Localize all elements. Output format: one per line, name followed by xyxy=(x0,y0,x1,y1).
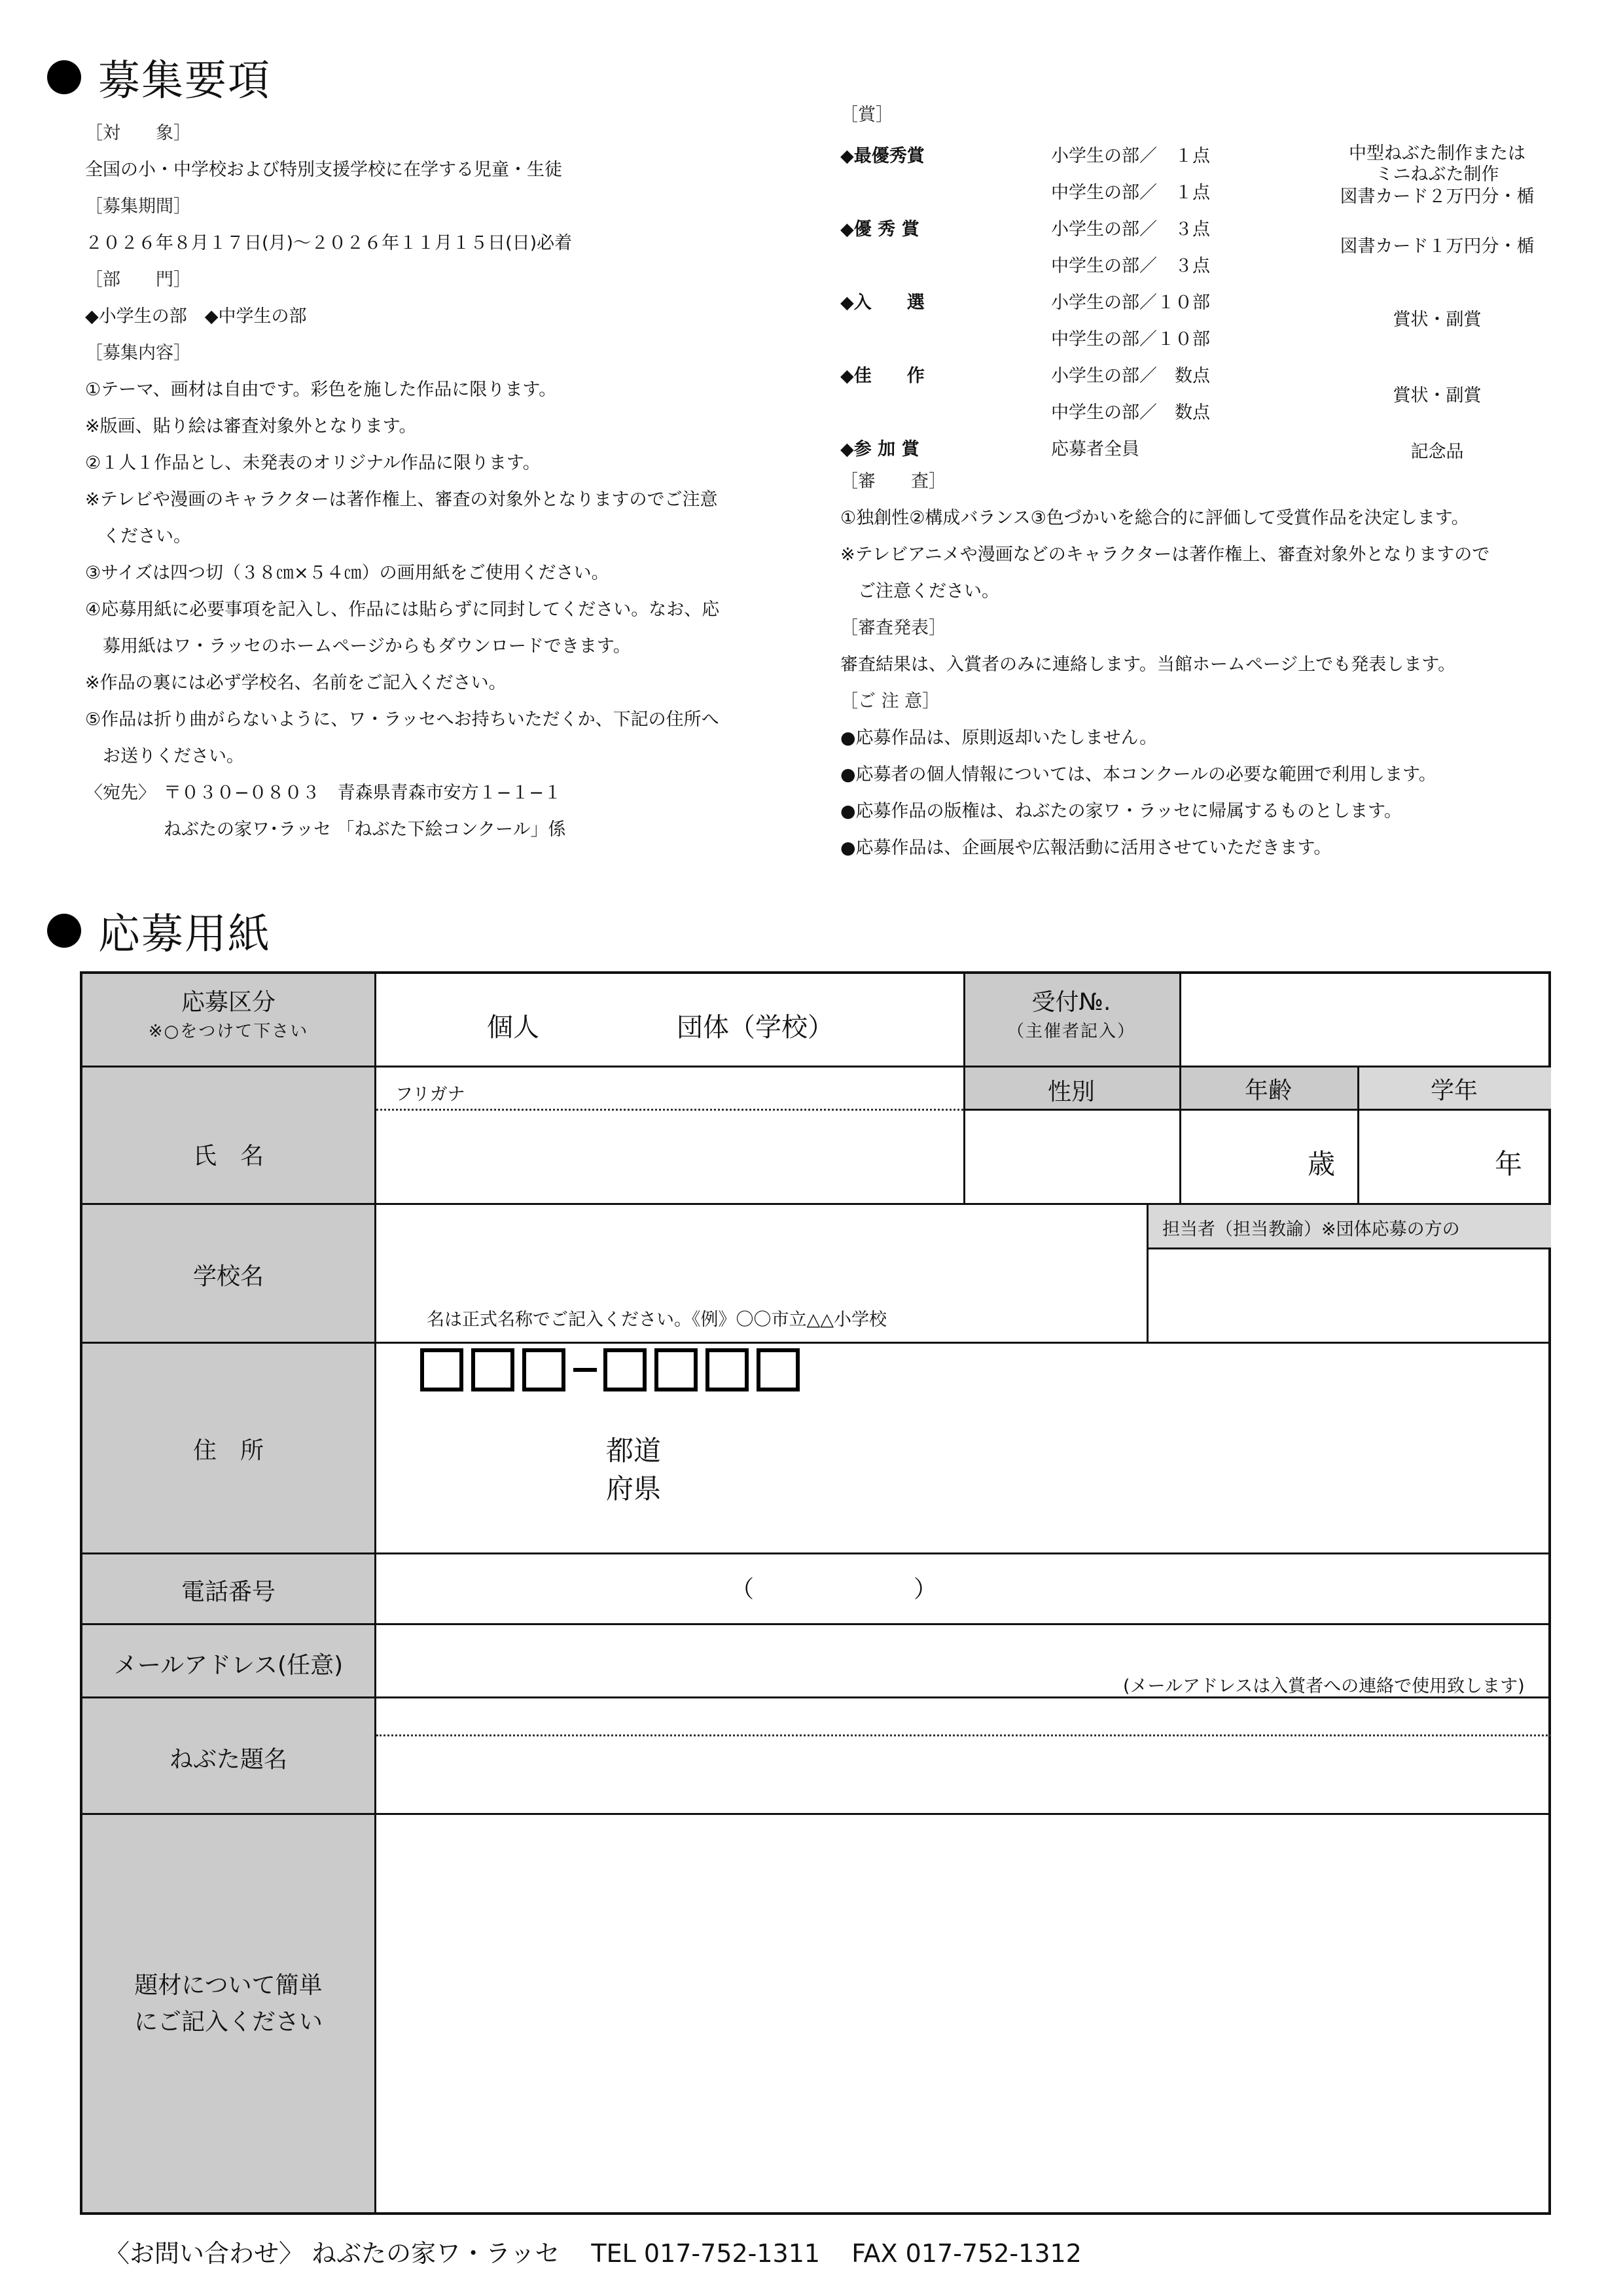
form-heading xyxy=(47,901,271,961)
phone-label: 電話番号 xyxy=(181,1579,276,1605)
award-prize: 賞状・副賞 xyxy=(1393,310,1482,330)
content-line: 募用紙はワ・ラッセのホームページからもダウンロードできます。 xyxy=(85,636,631,656)
judging-line: ①独創性②構成バランス③色づかいを総合的に評価して受賞作品を決定します。 xyxy=(840,508,1469,528)
note-item: ●応募者の個人情報については、本コンクールの必要な範囲で利用します。 xyxy=(840,764,1436,785)
content-line: ⑤作品は折り曲がらないように、ワ・ラッセへお持ちいただくか、下記の住所へ xyxy=(85,709,719,730)
subject-label-line: にご記入ください xyxy=(134,2009,323,2036)
subject-label xyxy=(82,1967,374,2041)
content-line: ③サイズは四つ切（３８㎝×５４㎝）の画用紙をご使用ください。 xyxy=(85,563,609,583)
postal-digit-box[interactable] xyxy=(522,1348,565,1391)
category-tag: ［部 門］ xyxy=(85,270,191,290)
note-item: ●応募作品の版権は、ねぶたの家ワ・ラッセに帰属するものとします。 xyxy=(840,801,1402,821)
award-line: 中学生の部／ １点 xyxy=(1051,183,1210,203)
email-note: (メールアドレスは入賞者への連絡で使用致します) xyxy=(1123,1676,1525,1696)
award-prize-line: 中型ねぶた制作または xyxy=(1349,143,1525,164)
category-label-text: 応募区分 xyxy=(181,989,276,1016)
teacher-label: 担当者（担当教諭）※団体応募の方の xyxy=(1162,1219,1460,1240)
judging-tag: ［審 査］ xyxy=(840,471,946,492)
judging-line: ご注意ください。 xyxy=(840,581,999,601)
receipt-label-text: 受付№. xyxy=(1031,989,1111,1016)
footer-contact xyxy=(105,2233,1105,2269)
age-unit: 歳 xyxy=(1308,1148,1336,1180)
content-line: お送りください。 xyxy=(85,746,244,766)
content-line: ④応募用紙に必要事項を記入し、作品には貼らずに同封してください。なお、応 xyxy=(85,600,720,620)
target-text: 全国の小・中学校および特別支援学校に在学する児童・生徒 xyxy=(85,160,562,180)
bullet-icon xyxy=(47,60,81,94)
judging-line: ※テレビアニメや漫画などのキャラクターは著作権上、審査対象外となりますので xyxy=(840,545,1490,565)
option-group[interactable]: 団体（学校） xyxy=(677,1013,834,1043)
postal-digit-box[interactable] xyxy=(654,1348,698,1391)
option-individual[interactable]: 個人 xyxy=(487,1013,539,1043)
awards-tag: ［賞］ xyxy=(840,105,893,125)
category-sub: ※○をつけて下さい xyxy=(148,1022,309,1041)
tel-text: TEL 017-752-1311 xyxy=(591,2239,821,2268)
school-note: 名は正式名称でご記入ください。《例》〇〇市立△△小学校 xyxy=(427,1310,887,1330)
postal-digit-box[interactable] xyxy=(603,1348,647,1391)
guidelines-title: 募集要項 xyxy=(98,57,271,105)
category-label xyxy=(82,988,374,1046)
email-label: メールアドレス(任意) xyxy=(113,1652,344,1679)
award-line: 中学生の部／ 数点 xyxy=(1051,403,1210,423)
form-title: 応募用紙 xyxy=(98,910,271,959)
guidelines-heading xyxy=(47,47,271,107)
award-name: ◆入 選 xyxy=(840,293,925,313)
award-line: 小学生の部／ ３点 xyxy=(1051,219,1210,240)
award-name: ◆優 秀 賞 xyxy=(840,219,919,240)
content-line: ください。 xyxy=(85,526,191,547)
content-line: ①テーマ、画材は自由です。彩色を施した作品に限ります。 xyxy=(85,380,557,400)
receipt-number-field[interactable] xyxy=(1181,974,1551,1066)
name-field[interactable] xyxy=(376,1110,963,1203)
postal-code-boxes[interactable] xyxy=(420,1348,808,1391)
grade-unit: 年 xyxy=(1495,1148,1523,1180)
phone-paren-open: （ xyxy=(730,1576,755,1603)
gender-field[interactable] xyxy=(965,1111,1179,1203)
prefecture-label-2: 府県 xyxy=(606,1473,662,1505)
postal-digit-box[interactable] xyxy=(757,1348,800,1391)
category-text: ◆小学生の部 ◆中学生の部 xyxy=(85,306,307,327)
teacher-field[interactable] xyxy=(1149,1249,1551,1342)
address-line-1: 〒０３０−０８０３ 青森県青森市安方１−１−１ xyxy=(164,783,562,803)
content-line: ②１人１作品とし、未発表のオリジナル作品に限ります。 xyxy=(85,453,541,473)
prefecture-label-1: 都道 xyxy=(606,1435,662,1467)
award-name: ◆最優秀賞 xyxy=(840,146,925,166)
award-name: ◆佳 作 xyxy=(840,366,925,386)
postal-digit-box[interactable] xyxy=(705,1348,749,1391)
name-label: 氏 名 xyxy=(192,1143,264,1170)
content-tag: ［募集内容］ xyxy=(85,343,191,363)
content-line: ※作品の裏には必ず学校名、名前をご記入ください。 xyxy=(85,673,507,693)
postal-dash xyxy=(573,1368,597,1372)
content-line: ※テレビや漫画のキャラクターは著作権上、審査の対象外となりますのでご注意 xyxy=(85,490,718,510)
divider xyxy=(82,1066,1551,1067)
award-line: 中学生の部／ ３点 xyxy=(1051,256,1210,276)
award-prize-line: ミニねぶた制作 xyxy=(1375,164,1499,185)
period-tag: ［募集期間］ xyxy=(85,196,191,217)
fax-text: FAX 017-752-1312 xyxy=(851,2239,1082,2268)
award-prize: 記念品 xyxy=(1410,442,1464,462)
receipt-sub: （主催者記入） xyxy=(1007,1022,1135,1041)
school-label: 学校名 xyxy=(192,1263,264,1290)
bullet-icon xyxy=(47,914,81,948)
award-line: 小学生の部／１０部 xyxy=(1051,293,1210,313)
announce-tag: ［審査発表］ xyxy=(840,618,946,638)
address-label: 住 所 xyxy=(192,1437,264,1464)
application-form xyxy=(80,971,1551,2215)
furigana-label: フリガナ xyxy=(395,1085,465,1105)
award-prize: 賞状・副賞 xyxy=(1393,386,1482,406)
subject-field[interactable] xyxy=(376,1815,1551,2212)
phone-field[interactable] xyxy=(376,1554,1551,1623)
award-prize: 図書カード１万円分・楯 xyxy=(1340,236,1535,257)
grade-label: 学年 xyxy=(1430,1077,1478,1104)
divider xyxy=(82,1342,1551,1344)
title-label: ねぶた題名 xyxy=(169,1746,287,1773)
postal-digit-box[interactable] xyxy=(420,1348,463,1391)
address-line-2: ねぶたの家ワ･ラッセ 「ねぶた下絵コンクール」係 xyxy=(164,819,566,840)
announce-text: 審査結果は、入賞者のみに連絡します。当館ホームページ上でも発表します。 xyxy=(840,655,1456,675)
note-item: ●応募作品は、企画展や広報活動に活用させていただきます。 xyxy=(840,838,1332,858)
content-line: ※版画、貼り絵は審査対象外となります。 xyxy=(85,416,417,437)
target-tag: ［対 象］ xyxy=(85,123,191,143)
address-tag: 〈宛先〉 xyxy=(85,783,156,803)
subject-label-line: 題材について簡単 xyxy=(134,1972,323,1999)
notes-tag: ［ご 注 意］ xyxy=(840,691,940,711)
award-line: 小学生の部／ 数点 xyxy=(1051,366,1210,386)
period-text: ２０２６年８月１７日(月)〜２０２６年１１月１５日(日)必着 xyxy=(85,233,573,253)
title-field[interactable] xyxy=(376,1698,1551,1813)
award-name: ◆参 加 賞 xyxy=(840,439,919,459)
postal-digit-box[interactable] xyxy=(471,1348,514,1391)
award-line: 応募者全員 xyxy=(1051,439,1139,459)
award-prize-line: 図書カード２万円分・楯 xyxy=(1340,187,1535,207)
inquiry-text: 〈お問い合わせ〉 ねぶたの家ワ・ラッセ xyxy=(105,2239,560,2268)
note-item: ●応募作品は、原則返却いたしません。 xyxy=(840,728,1158,748)
award-line: 中学生の部／１０部 xyxy=(1051,329,1210,350)
phone-paren-close: ） xyxy=(914,1576,938,1603)
receipt-label xyxy=(963,988,1179,1046)
award-line: 小学生の部／ １点 xyxy=(1051,146,1210,166)
age-label: 年齢 xyxy=(1244,1077,1292,1104)
gender-label: 性別 xyxy=(1047,1079,1095,1105)
